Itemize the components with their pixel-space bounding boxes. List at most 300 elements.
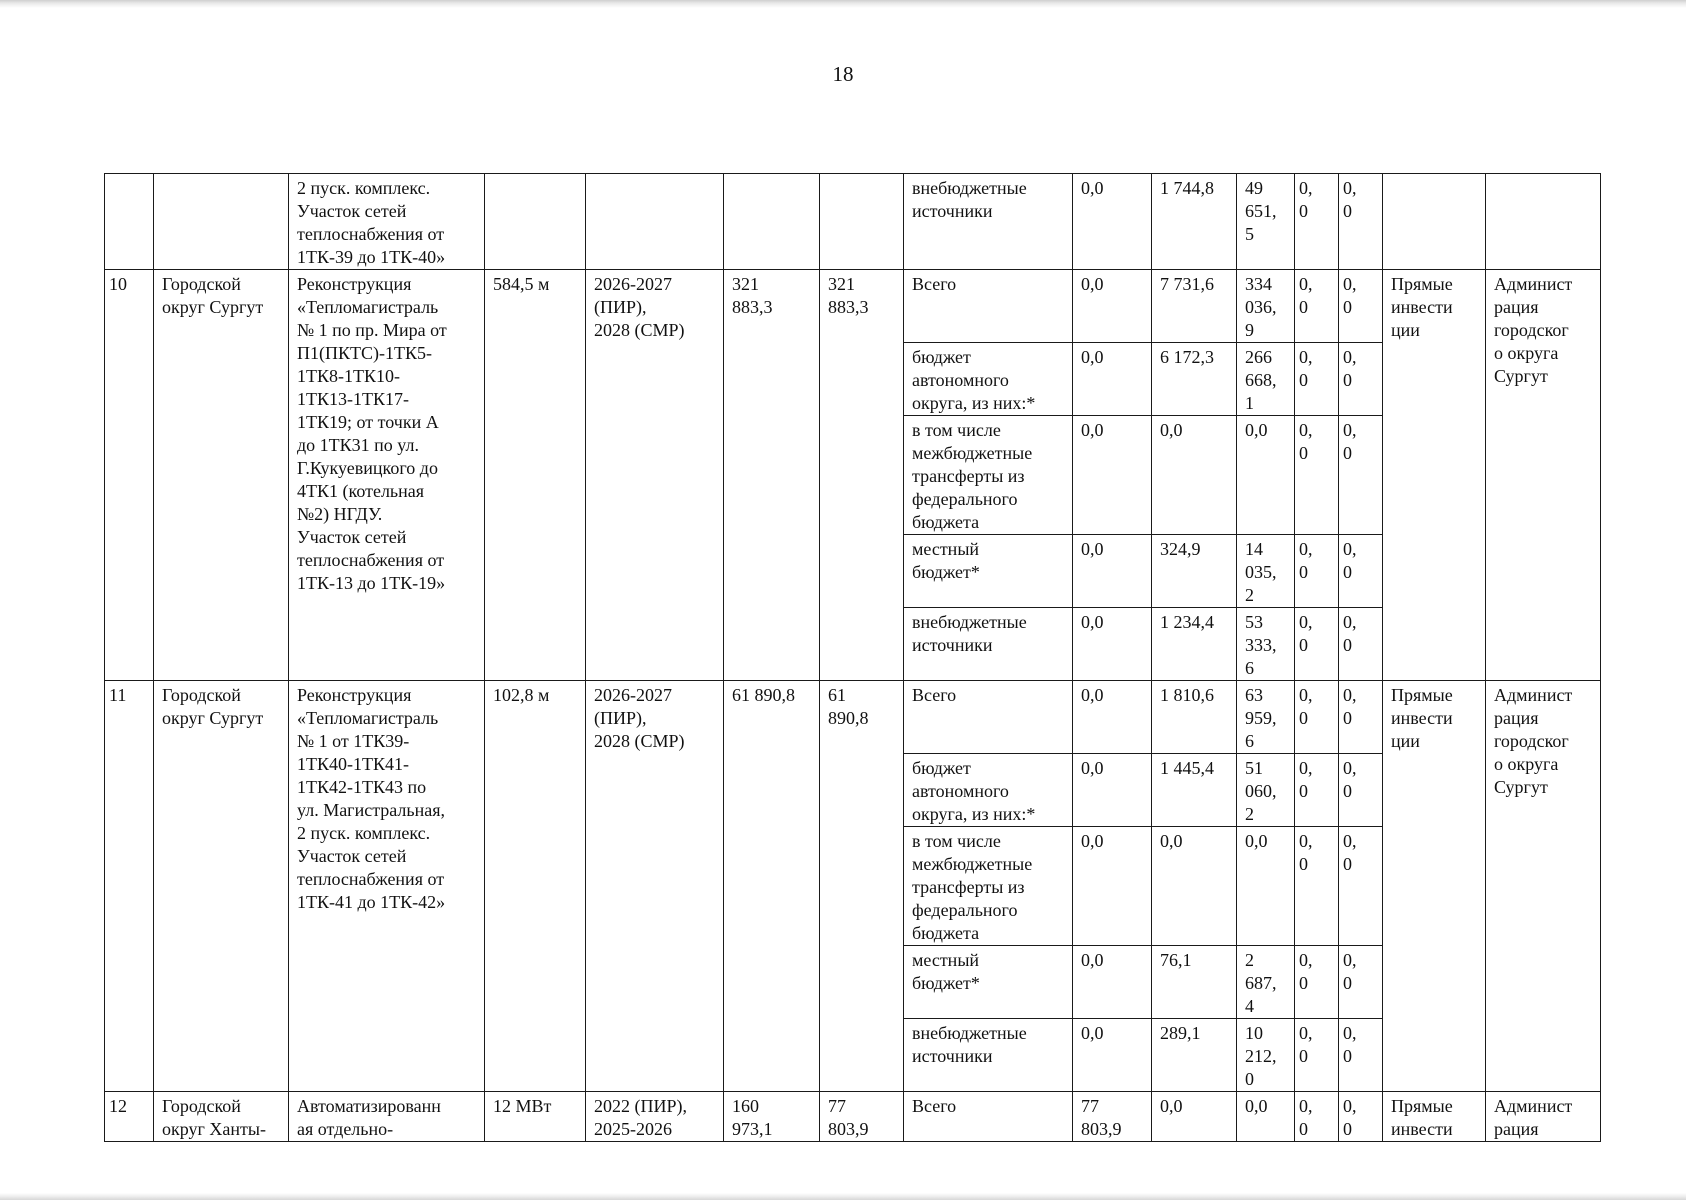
cell-line: 959,	[1245, 708, 1277, 728]
cell-line: 49	[1245, 178, 1263, 198]
cell-line: 2 пуск. комплекс.	[297, 178, 431, 198]
cell-line: 0	[1299, 562, 1308, 582]
cell-value	[1237, 681, 1295, 754]
cell-line: 0,	[1343, 612, 1357, 632]
cell-object	[289, 270, 485, 681]
cell-value	[1339, 416, 1383, 535]
cell-value	[1073, 754, 1152, 827]
cell-line: 6	[1245, 658, 1254, 678]
cell-line: 0,	[1299, 685, 1313, 705]
cell-line: 0	[1343, 854, 1352, 874]
cell-customer	[1486, 681, 1601, 1092]
cell-line: 803,9	[828, 1119, 869, 1139]
cell-value	[1339, 174, 1383, 270]
cell-funding-source	[904, 681, 1073, 754]
cell-line: Сургут	[1494, 777, 1548, 797]
cell-value	[1339, 270, 1383, 343]
cell-investment-form	[1383, 174, 1486, 270]
cell-line: Всего	[912, 274, 957, 294]
cell-value	[1073, 535, 1152, 608]
cell-line: 0,	[1299, 1023, 1313, 1043]
cell-line: 0,	[1343, 347, 1357, 367]
cell-line: 321	[828, 274, 855, 294]
cell-capacity	[485, 1092, 586, 1142]
cell-line: 2026-2027	[594, 685, 672, 705]
cell-line: 0,	[1343, 274, 1357, 294]
cell-cost-total	[724, 1092, 820, 1142]
cell-value	[1295, 946, 1339, 1019]
cell-funding-source	[904, 608, 1073, 681]
cell-line: федерального	[912, 489, 1018, 509]
cell-territory	[154, 1092, 289, 1142]
cell-value	[1339, 681, 1383, 754]
cell-value	[1152, 681, 1237, 754]
cell-line: 0,	[1299, 950, 1313, 970]
cell-value	[1073, 946, 1152, 1019]
cell-line: 651,	[1245, 201, 1277, 221]
cell-period	[586, 1092, 724, 1142]
cell-line: городског	[1494, 320, 1569, 340]
cell-line: округа, из них:*	[912, 393, 1036, 413]
cell-cost-total	[724, 270, 820, 681]
cell-line: 0	[1299, 973, 1308, 993]
cell-line: «Тепломагистраль	[297, 708, 439, 728]
cell-line: межбюджетные	[912, 443, 1033, 463]
cell-line: о округа	[1494, 754, 1559, 774]
cell-line: 0,0	[1081, 178, 1104, 198]
cell-value	[1339, 754, 1383, 827]
cell-line: бюджет	[912, 347, 971, 367]
cell-cost-total	[724, 174, 820, 270]
cell-line: 6 172,3	[1160, 347, 1214, 367]
cell-line: 0,0	[1081, 420, 1104, 440]
cell-line: Прямые	[1391, 685, 1453, 705]
cell-line: 0	[1299, 443, 1308, 463]
cell-line: 883,3	[732, 297, 773, 317]
cell-cost-remaining	[820, 270, 904, 681]
cell-line: Участок сетей	[297, 201, 407, 221]
cell-line: инвести	[1391, 1119, 1453, 1139]
cell-line: 0,0	[1081, 685, 1104, 705]
cell-line: 1	[1245, 393, 1254, 413]
cell-line: 2022 (ПИР),	[594, 1096, 687, 1116]
cell-line: 0	[1343, 973, 1352, 993]
cell-line: Городской	[162, 1096, 241, 1116]
cell-line: 0	[1343, 1046, 1352, 1066]
cell-value	[1339, 827, 1383, 946]
cell-value	[1339, 946, 1383, 1019]
cell-line: (ПИР),	[594, 708, 647, 728]
cell-line: автономного	[912, 781, 1009, 801]
cell-value	[1295, 608, 1339, 681]
cell-line: ул. Магистральная,	[297, 800, 446, 820]
cell-investment-form	[1383, 1092, 1486, 1142]
cell-value	[1152, 946, 1237, 1019]
cell-territory	[154, 174, 289, 270]
cell-line: источники	[912, 635, 993, 655]
cell-value	[1339, 608, 1383, 681]
cell-value	[1152, 608, 1237, 681]
cell-line: источники	[912, 1046, 993, 1066]
cell-line: инвести	[1391, 297, 1453, 317]
cell-line: 0	[1343, 562, 1352, 582]
cell-value	[1237, 416, 1295, 535]
cell-line: 883,3	[828, 297, 869, 317]
cell-line: 77	[1081, 1096, 1099, 1116]
cell-line: 668,	[1245, 370, 1277, 390]
cell-number	[105, 174, 154, 270]
cell-funding-source	[904, 343, 1073, 416]
cell-line: 0,0	[1081, 831, 1104, 851]
cell-line: 77	[828, 1096, 846, 1116]
cell-line: 0,	[1299, 274, 1313, 294]
cell-line: 6	[1245, 731, 1254, 751]
cell-line: 060,	[1245, 781, 1277, 801]
cell-line: 0,0	[1081, 539, 1104, 559]
cell-line: бюджет*	[912, 973, 980, 993]
cell-line: федерального	[912, 900, 1018, 920]
cell-period	[586, 681, 724, 1092]
cell-line: 0,0	[1160, 831, 1183, 851]
cell-funding-source	[904, 174, 1073, 270]
cell-line: 0,	[1299, 178, 1313, 198]
cell-period	[586, 270, 724, 681]
cell-line: Участок сетей	[297, 527, 407, 547]
cell-line: Автоматизированн	[297, 1096, 441, 1116]
cell-value	[1295, 174, 1339, 270]
cell-line: округа, из них:*	[912, 804, 1036, 824]
cell-line: 0	[1299, 370, 1308, 390]
cell-line: 0	[1299, 781, 1308, 801]
cell-line: 1 744,8	[1160, 178, 1214, 198]
cell-value	[1152, 270, 1237, 343]
cell-value	[1339, 1092, 1383, 1142]
cell-line: 973,1	[732, 1119, 773, 1139]
cell-line: 51	[1245, 758, 1263, 778]
cell-line: 0,	[1343, 420, 1357, 440]
cell-line: рация	[1494, 297, 1539, 317]
cell-line: 102,8 м	[493, 685, 550, 705]
cell-line: 12 МВт	[493, 1096, 552, 1116]
cell-line: 9	[1245, 320, 1254, 340]
cell-value	[1073, 1092, 1152, 1142]
cell-line: Городской	[162, 685, 241, 705]
cell-line: 0	[1343, 297, 1352, 317]
cell-line: 321	[732, 274, 759, 294]
cell-value	[1073, 827, 1152, 946]
cell-line: 5	[1245, 224, 1254, 244]
cell-line: Г.Кукуевицкого до	[297, 458, 438, 478]
cell-value	[1339, 343, 1383, 416]
cell-line: в том числе	[912, 420, 1001, 440]
cell-line: 289,1	[1160, 1023, 1201, 1043]
cell-line: ая отдельно-	[297, 1119, 394, 1139]
cell-cost-remaining	[820, 1092, 904, 1142]
cell-line: 53	[1245, 612, 1263, 632]
table-body	[105, 174, 1601, 1142]
cell-line: 1ТК-39 до 1ТК-40»	[297, 247, 446, 267]
cell-line: 2	[1245, 585, 1254, 605]
cell-line: 10	[109, 274, 127, 294]
cell-line: внебюджетные	[912, 178, 1027, 198]
cell-value	[1073, 608, 1152, 681]
cell-line: Городской	[162, 274, 241, 294]
cell-line: 0	[1343, 1119, 1352, 1139]
cell-line: 333,	[1245, 635, 1277, 655]
cell-value	[1073, 174, 1152, 270]
cell-line: ции	[1391, 731, 1420, 751]
table-row	[105, 681, 1601, 754]
cell-line: 0	[1343, 635, 1352, 655]
cell-line: Всего	[912, 1096, 957, 1116]
cell-line: 0,0	[1160, 1096, 1183, 1116]
cell-line: ции	[1391, 320, 1420, 340]
cell-line: 0	[1343, 708, 1352, 728]
table-row	[105, 174, 1601, 270]
cell-line: 7 731,6	[1160, 274, 1214, 294]
cell-line: 0,	[1343, 178, 1357, 198]
cell-line: 1ТК42-1ТК43 по	[297, 777, 427, 797]
cell-line: 036,	[1245, 297, 1277, 317]
cell-line: 0	[1343, 443, 1352, 463]
cell-line: 0,	[1343, 831, 1357, 851]
cell-line: 0,0	[1245, 420, 1268, 440]
cell-line: 0,0	[1081, 347, 1104, 367]
cell-value	[1152, 416, 1237, 535]
cell-line: 1ТК19; от точки А	[297, 412, 439, 432]
cell-line: 0,0	[1081, 274, 1104, 294]
cell-line: «Тепломагистраль	[297, 297, 439, 317]
cell-territory	[154, 681, 289, 1092]
cell-line: о округа	[1494, 343, 1559, 363]
cell-line: внебюджетные	[912, 612, 1027, 632]
scan-edge-bottom	[0, 1193, 1686, 1200]
cell-line: до 1ТК31 по ул.	[297, 435, 419, 455]
scan-edge-top	[0, 0, 1686, 8]
cell-line: 1 810,6	[1160, 685, 1214, 705]
cell-line: 0,0	[1245, 1096, 1268, 1116]
cell-line: Админист	[1494, 1096, 1573, 1116]
cell-line: 12	[109, 1096, 127, 1116]
cell-capacity	[485, 174, 586, 270]
cell-line: 1ТК8-1ТК10-	[297, 366, 400, 386]
cell-object	[289, 1092, 485, 1142]
cell-line: источники	[912, 201, 993, 221]
investment-table	[104, 173, 1601, 1142]
cell-line: 0	[1343, 370, 1352, 390]
cell-line: 76,1	[1160, 950, 1192, 970]
cell-funding-source	[904, 1019, 1073, 1092]
cell-line: 0	[1343, 781, 1352, 801]
cell-funding-source	[904, 535, 1073, 608]
cell-line: 2	[1245, 804, 1254, 824]
cell-line: 0	[1343, 201, 1352, 221]
cell-line: 1 445,4	[1160, 758, 1214, 778]
cell-object	[289, 174, 485, 270]
cell-value	[1073, 681, 1152, 754]
cell-line: 0,	[1299, 347, 1313, 367]
cell-line: бюджет	[912, 758, 971, 778]
cell-value	[1073, 270, 1152, 343]
cell-value	[1152, 343, 1237, 416]
cell-line: бюджета	[912, 512, 980, 532]
cell-value	[1073, 1019, 1152, 1092]
cell-line: 324,9	[1160, 539, 1201, 559]
cell-value	[1295, 1092, 1339, 1142]
cell-line: Админист	[1494, 685, 1573, 705]
cell-line: 0,	[1343, 758, 1357, 778]
cell-value	[1295, 343, 1339, 416]
cell-line: 1ТК-13 до 1ТК-19»	[297, 573, 446, 593]
cell-line: 14	[1245, 539, 1263, 559]
cell-line: рация	[1494, 708, 1539, 728]
cell-capacity	[485, 270, 586, 681]
cell-line: 212,	[1245, 1046, 1277, 1066]
cell-value	[1295, 681, 1339, 754]
cell-value	[1237, 343, 1295, 416]
cell-value	[1237, 608, 1295, 681]
cell-customer	[1486, 1092, 1601, 1142]
cell-line: 266	[1245, 347, 1272, 367]
cell-line: № 1 от 1ТК39-	[297, 731, 410, 751]
cell-line: внебюджетные	[912, 1023, 1027, 1043]
cell-line: в том числе	[912, 831, 1001, 851]
cell-line: 334	[1245, 274, 1272, 294]
cell-line: 1 234,4	[1160, 612, 1214, 632]
cell-line: городског	[1494, 731, 1569, 751]
cell-value	[1152, 1019, 1237, 1092]
cell-line: 0,	[1343, 950, 1357, 970]
cell-line: 0,	[1343, 539, 1357, 559]
cell-value	[1073, 343, 1152, 416]
cell-value	[1237, 270, 1295, 343]
cell-line: Прямые	[1391, 1096, 1453, 1116]
cell-line: 0,0	[1081, 758, 1104, 778]
cell-line: 11	[109, 685, 127, 705]
cell-line: 0,	[1343, 1023, 1357, 1043]
cell-line: 584,5 м	[493, 274, 550, 294]
cell-value	[1295, 270, 1339, 343]
cell-cost-total	[724, 681, 820, 1092]
cell-line: 0	[1299, 1046, 1308, 1066]
cell-line: местный	[912, 950, 980, 970]
cell-value	[1073, 416, 1152, 535]
cell-line: 0,	[1343, 685, 1357, 705]
cell-line: Прямые	[1391, 274, 1453, 294]
cell-funding-source	[904, 416, 1073, 535]
cell-line: 0,0	[1245, 831, 1268, 851]
cell-line: теплоснабжения от	[297, 869, 445, 889]
cell-line: 61	[828, 685, 846, 705]
cell-value	[1152, 535, 1237, 608]
cell-number	[105, 270, 154, 681]
cell-line: Участок сетей	[297, 846, 407, 866]
cell-value	[1237, 1092, 1295, 1142]
cell-line: 035,	[1245, 562, 1277, 582]
cell-value	[1339, 1019, 1383, 1092]
cell-line: теплоснабжения от	[297, 550, 445, 570]
cell-cost-remaining	[820, 681, 904, 1092]
cell-line: 0	[1299, 201, 1308, 221]
cell-line: местный	[912, 539, 980, 559]
cell-line: 2 пуск. комплекс.	[297, 823, 431, 843]
cell-line: 0	[1299, 635, 1308, 655]
table-row	[105, 270, 1601, 343]
cell-value	[1295, 535, 1339, 608]
cell-line: трансферты из	[912, 466, 1025, 486]
cell-line: Реконструкция	[297, 685, 412, 705]
cell-line: 0,0	[1081, 1023, 1104, 1043]
cell-object	[289, 681, 485, 1092]
cell-line: 0,0	[1081, 950, 1104, 970]
cell-value	[1295, 1019, 1339, 1092]
cell-cost-remaining	[820, 174, 904, 270]
cell-customer	[1486, 174, 1601, 270]
cell-customer	[1486, 270, 1601, 681]
cell-line: 0,	[1343, 1096, 1357, 1116]
cell-line: 0	[1299, 1119, 1308, 1139]
cell-value	[1237, 754, 1295, 827]
cell-line: бюджет*	[912, 562, 980, 582]
cell-value	[1152, 827, 1237, 946]
cell-value	[1295, 416, 1339, 535]
cell-line: 0,	[1299, 420, 1313, 440]
cell-line: автономного	[912, 370, 1009, 390]
cell-line: 160	[732, 1096, 759, 1116]
cell-line: округ Ханты-	[162, 1119, 266, 1139]
cell-number	[105, 1092, 154, 1142]
cell-value	[1152, 1092, 1237, 1142]
cell-line: 0,	[1299, 1096, 1313, 1116]
cell-line: 10	[1245, 1023, 1263, 1043]
cell-value	[1152, 754, 1237, 827]
cell-line: 0	[1299, 854, 1308, 874]
cell-line: 4ТК1 (котельная	[297, 481, 425, 501]
cell-line: 0,	[1299, 831, 1313, 851]
cell-line: 63	[1245, 685, 1263, 705]
cell-line: 4	[1245, 996, 1254, 1016]
cell-line: 0	[1299, 297, 1308, 317]
cell-line: 2028 (СМР)	[594, 320, 685, 340]
cell-line: Админист	[1494, 274, 1573, 294]
cell-line: трансферты из	[912, 877, 1025, 897]
cell-line: 1ТК13-1ТК17-	[297, 389, 409, 409]
cell-value	[1237, 827, 1295, 946]
cell-line: П1(ПКТС)-1ТК5-	[297, 343, 432, 363]
cell-line: округ Сургут	[162, 708, 264, 728]
cell-territory	[154, 270, 289, 681]
cell-funding-source	[904, 946, 1073, 1019]
cell-funding-source	[904, 754, 1073, 827]
cell-investment-form	[1383, 270, 1486, 681]
cell-investment-form	[1383, 681, 1486, 1092]
cell-line: 0	[1245, 1069, 1254, 1089]
cell-funding-source	[904, 270, 1073, 343]
cell-line: 0,	[1299, 612, 1313, 632]
cell-line: инвести	[1391, 708, 1453, 728]
cell-line: 687,	[1245, 973, 1277, 993]
cell-line: 0,0	[1081, 612, 1104, 632]
cell-line: 1ТК40-1ТК41-	[297, 754, 409, 774]
cell-line: 890,8	[828, 708, 869, 728]
cell-funding-source	[904, 1092, 1073, 1142]
cell-line: рация	[1494, 1119, 1539, 1139]
cell-line: № 1 по пр. Мира от	[297, 320, 447, 340]
cell-line: 2	[1245, 950, 1254, 970]
cell-value	[1237, 946, 1295, 1019]
cell-capacity	[485, 681, 586, 1092]
cell-line: 0,	[1299, 758, 1313, 778]
